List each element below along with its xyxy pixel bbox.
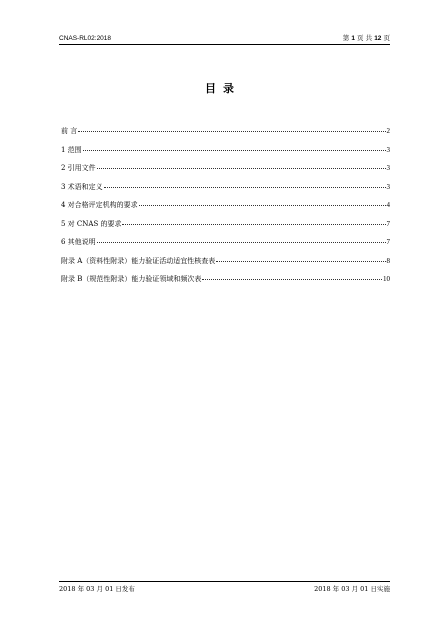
issue-date: 2018 年 03 月 01 日发布: [59, 585, 135, 593]
toc-entry-label: 附录 B（规范性附录）能力验证领域和频次表: [61, 275, 202, 283]
page-suffix: 页: [383, 34, 390, 42]
toc-entry-page: 4: [386, 201, 390, 209]
dot-leader: [122, 224, 385, 225]
toc-entry-label: 前 言: [61, 127, 78, 135]
page-number: 1: [351, 35, 355, 42]
toc-entry[interactable]: [61, 200, 390, 219]
toc-entry-label: 3 术语和定义: [61, 182, 103, 191]
toc-entry[interactable]: [61, 182, 390, 201]
toc-entry[interactable]: [61, 237, 390, 256]
dot-leader: [216, 261, 385, 262]
toc-entry-label: 6 其他说明: [61, 238, 96, 246]
toc-entry[interactable]: [61, 145, 390, 164]
effective-date: 2018 年 03 月 01 日实施: [314, 585, 390, 593]
header-divider: [59, 44, 390, 45]
toc-entry-page: 7: [386, 238, 390, 246]
dot-leader: [83, 150, 386, 151]
page-total: 12: [374, 35, 382, 42]
toc-entry-page: 2: [386, 127, 390, 135]
toc-entry-page: 3: [386, 164, 390, 172]
toc-entry-label: 1 范围: [61, 145, 82, 154]
toc-entry[interactable]: [61, 256, 390, 275]
toc-entry-page: 8: [386, 256, 390, 265]
toc-entry-label: 2 引用文件: [61, 164, 96, 172]
toc-entry-page: 10: [383, 275, 390, 283]
dot-leader: [97, 168, 386, 169]
page-footer: [59, 584, 390, 593]
table-of-contents: [61, 126, 390, 293]
page-indicator: [343, 33, 390, 42]
dot-leader: [97, 242, 386, 243]
page-prefix: 第: [342, 34, 350, 42]
toc-title: 目录: [205, 82, 241, 95]
toc-entry-page: 3: [386, 182, 390, 191]
toc-entry-label: 5 对 CNAS 的要求: [61, 219, 122, 228]
document-code: CNAS-RL02:2018: [59, 35, 112, 42]
dot-leader: [78, 131, 385, 132]
toc-entry-page: 3: [386, 145, 390, 154]
toc-entry-page: 7: [386, 219, 390, 228]
toc-entry[interactable]: [61, 126, 390, 145]
page-header: [59, 30, 390, 42]
toc-entry-label: 附录 A（资料性附录）能力验证活动适宜性核查表: [61, 256, 216, 265]
toc-entry[interactable]: [61, 274, 390, 293]
footer-divider: [59, 581, 390, 582]
dot-leader: [202, 279, 382, 280]
toc-entry[interactable]: [61, 219, 390, 238]
toc-entry[interactable]: [61, 163, 390, 182]
page-mid: 页 共: [357, 34, 373, 42]
dot-leader: [139, 205, 386, 206]
dot-leader: [104, 187, 386, 188]
toc-entry-label: 4 对合格评定机构的要求: [61, 201, 138, 209]
